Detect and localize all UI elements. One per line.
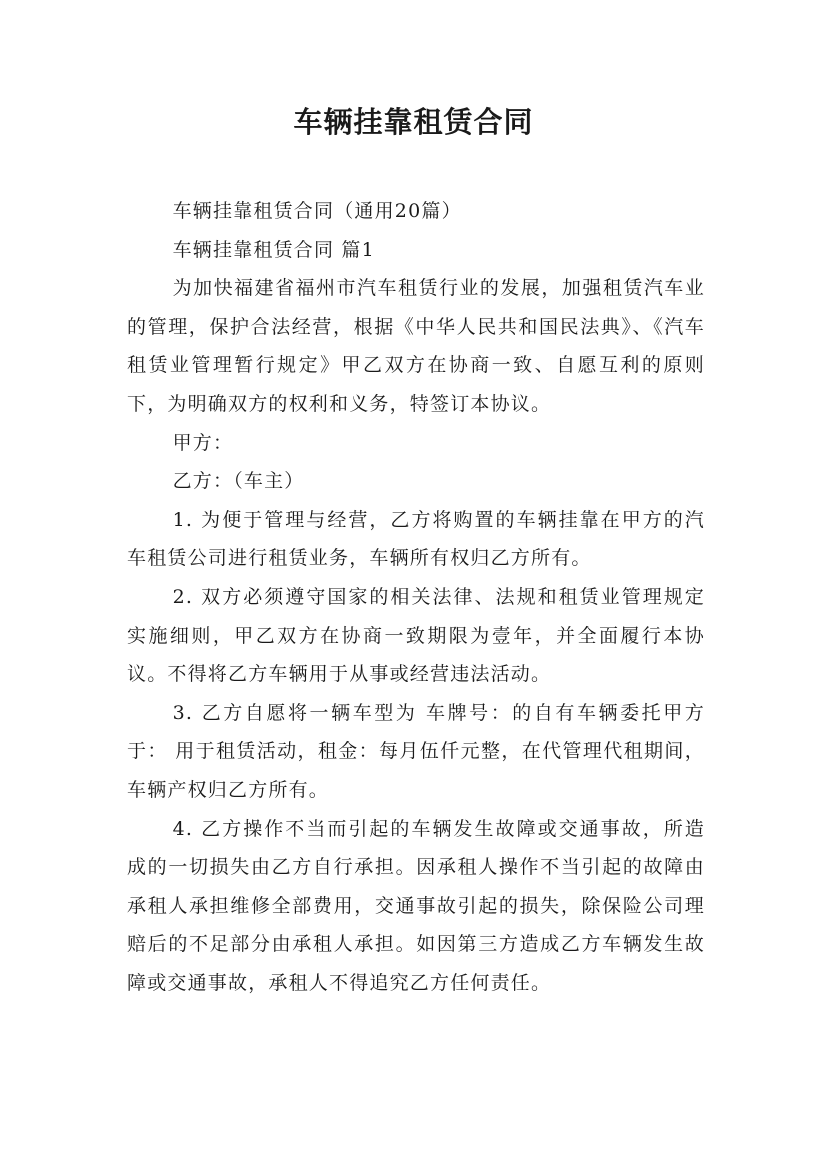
paragraph-party-a: 甲方： [172,431,234,454]
paragraph-section-heading: 车辆挂靠租赁合同 篇1 [172,238,375,261]
paragraph-preamble: 为加快福建省福州市汽车租赁行业的发展，加强租赁汽车业的管理，保护合法经营，根据《中华人民共和国民法典》、《汽车租赁业管理暂行规定》甲乙双方在协商一致、自愿互利的原则下，为明确双方的权利和义务，特签订本协议。 [127,277,705,415]
paragraph-clause-3: 3. 乙方自愿将一辆车型为 车牌号：的自有车辆委托甲方于： 用于租赁活动，租金：每月伍仟元整，在代管理代租期间，车辆产权归乙方所有。 [127,701,705,801]
paragraph-subtitle: 车辆挂靠租赁合同（通用20篇） [172,200,462,222]
paragraph-clause-2: 2. 双方必须遵守国家的相关法律、法规和租赁业管理规定实施细则，甲乙双方在协商一致期限为壹年，并全面履行本协议。不得将乙方车辆用于从事或经营违法活动。 [127,585,705,686]
paragraph-clause-4: 4. 乙方操作不当而引起的车辆发生故障或交通事故，所造成的一切损失由乙方自行承担。因承租人操作不当引起的故障由承租人承担维修全部费用，交通事故引起的损失，除保险公司理赔后的不足部分由承租人承担。如因第三方造成乙方车辆发生故障或交通事故，承租人不得追究乙方任何责任。 [127,817,705,994]
document-title: 车辆挂靠租赁合同 [293,105,534,139]
paragraph-party-b: 乙方：（车主） [172,470,305,493]
paragraph-clause-1: 1. 为便于管理与经营，乙方将购置的车辆挂靠在甲方的汽车租赁公司进行租赁业务，车辆所有权归乙方所有。 [127,508,705,570]
document-body [127,192,705,1002]
